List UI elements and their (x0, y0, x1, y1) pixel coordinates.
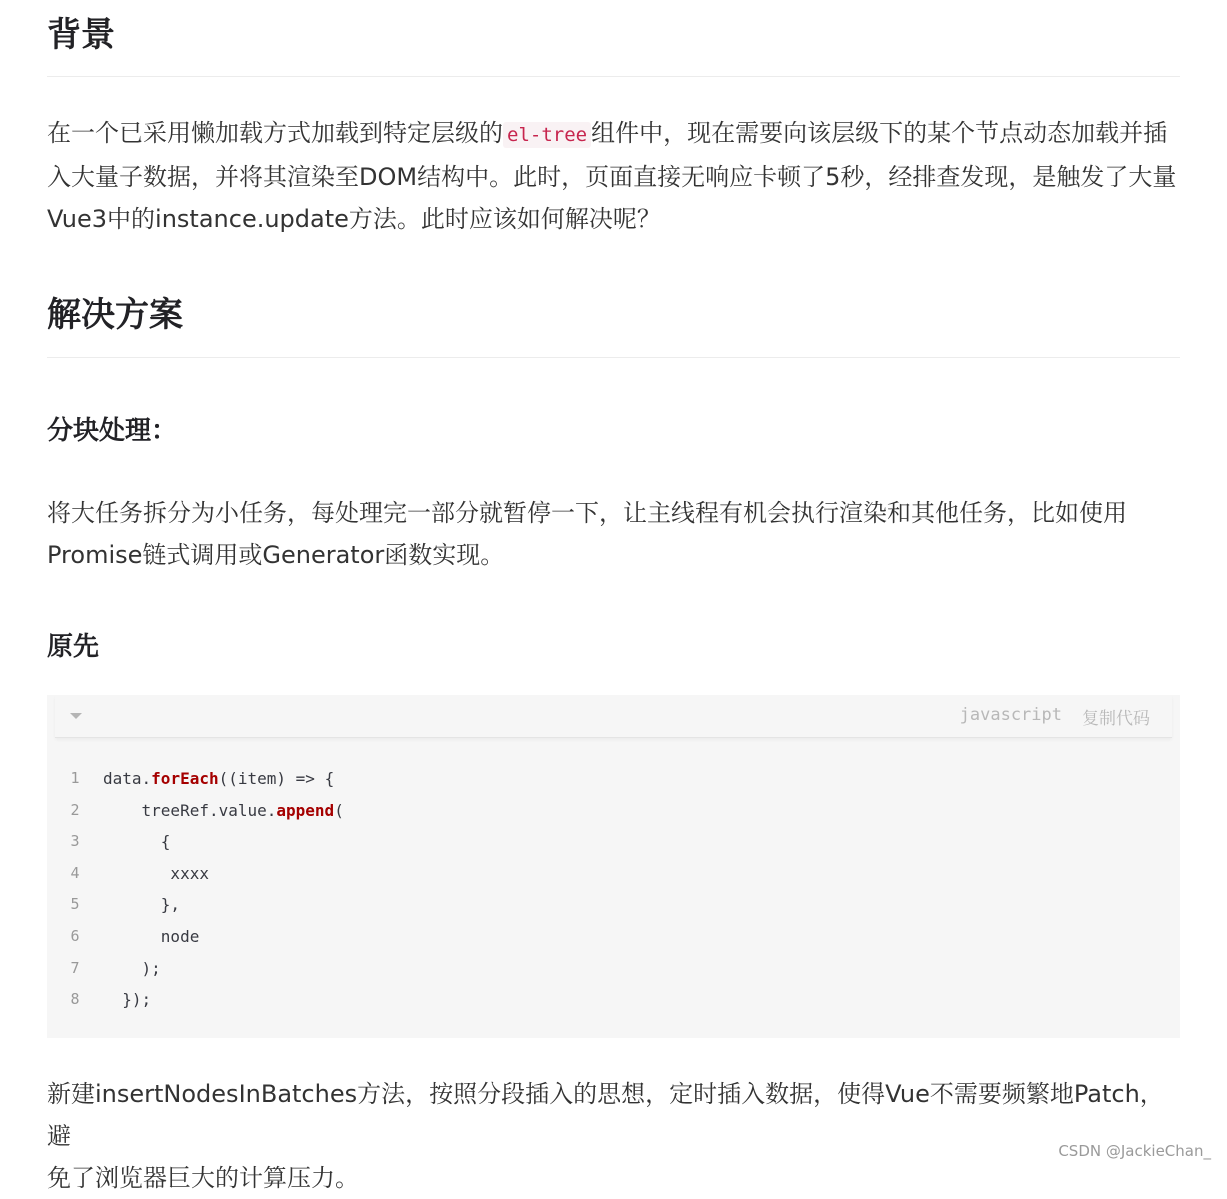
code-line (47, 858, 1180, 890)
chunk-line-2: Promise链式调用或Generator函数实现。 (47, 541, 505, 569)
line-code (103, 889, 180, 921)
line-code (103, 953, 161, 985)
code-line (47, 953, 1180, 985)
line-number: 7 (70, 958, 80, 977)
line-number: 5 (70, 895, 80, 914)
line-code (103, 763, 334, 795)
code-function-name: forEach (151, 769, 219, 788)
after-code-line-1: 新建insertNodesInBatches方法，按照分段插入的思想，定时插入数据，使得Vue不需要频繁地Patch，避 (47, 1080, 1164, 1150)
code-block (47, 695, 1180, 1038)
heading-background: 背景 (47, 15, 115, 55)
code-line (47, 984, 1180, 1016)
line-code (103, 984, 151, 1016)
code-text: node (103, 926, 200, 946)
code-text: treeRef.value. (103, 800, 277, 820)
line-number: 1 (70, 769, 80, 787)
background-line-3: Vue3中的instance.update方法。此时应该如何解决呢？ (47, 205, 661, 233)
code-language-label: javascript (959, 705, 1062, 725)
chunk-line-1: 将大任务拆分为小任务，每处理完一部分就暂停一下，让主线程有机会执行渲染和其他任务，比如使用 (47, 499, 1127, 527)
background-text-start: 在一个已采用懒加载方式加载到特定层级的 (47, 119, 503, 147)
background-line-1 (47, 112, 1180, 156)
subheading-chunk-processing: 分块处理： (47, 416, 178, 446)
code-text: data. (103, 769, 152, 788)
heading-divider (47, 357, 1180, 358)
csdn-watermark: CSDN @JackieChan_ (1058, 1142, 1211, 1160)
code-text: ); (103, 958, 161, 978)
code-line (47, 795, 1180, 827)
code-function-name: append (276, 800, 335, 820)
code-line (47, 763, 1180, 795)
subheading-original: 原先 (47, 632, 100, 662)
code-text: }); (103, 990, 152, 1010)
after-code-line-2: 免了浏览器巨大的计算压力。 (47, 1164, 359, 1192)
code-text: ( (334, 800, 344, 820)
line-code (103, 921, 199, 953)
chunk-paragraph (47, 492, 1180, 576)
line-code (103, 795, 344, 827)
caret-down-icon[interactable] (70, 713, 82, 719)
copy-code-button[interactable]: 复制代码 (1082, 709, 1150, 729)
code-text: }, (103, 895, 181, 915)
heading-divider (47, 76, 1180, 77)
background-text-end: 组件中，现在需要向该层级下的某个节点动态加载并插 (591, 119, 1168, 147)
line-code (103, 858, 209, 890)
code-line (47, 889, 1180, 921)
code-line (47, 826, 1180, 858)
line-number: 8 (70, 990, 80, 1009)
code-lines (47, 763, 1180, 1016)
line-number: 4 (70, 863, 80, 882)
code-text: ((item) => { (218, 769, 335, 788)
code-text: { (103, 832, 171, 852)
code-line (47, 921, 1180, 953)
code-block-header (55, 695, 1172, 738)
background-line-2: 入大量子数据，并将其渲染至DOM结构中。此时，页面直接无响应卡顿了5秒，经排查发现，是触发了大量 (47, 163, 1177, 191)
line-number: 3 (70, 832, 80, 851)
line-number: 2 (70, 800, 80, 819)
code-text: xxxx (103, 863, 209, 883)
background-paragraph (47, 112, 1180, 240)
line-number: 6 (70, 926, 80, 945)
inline-code-el-tree: el-tree (503, 122, 591, 148)
heading-solution: 解决方案 (47, 295, 183, 335)
line-code (103, 826, 170, 858)
after-code-paragraph (47, 1073, 1180, 1199)
